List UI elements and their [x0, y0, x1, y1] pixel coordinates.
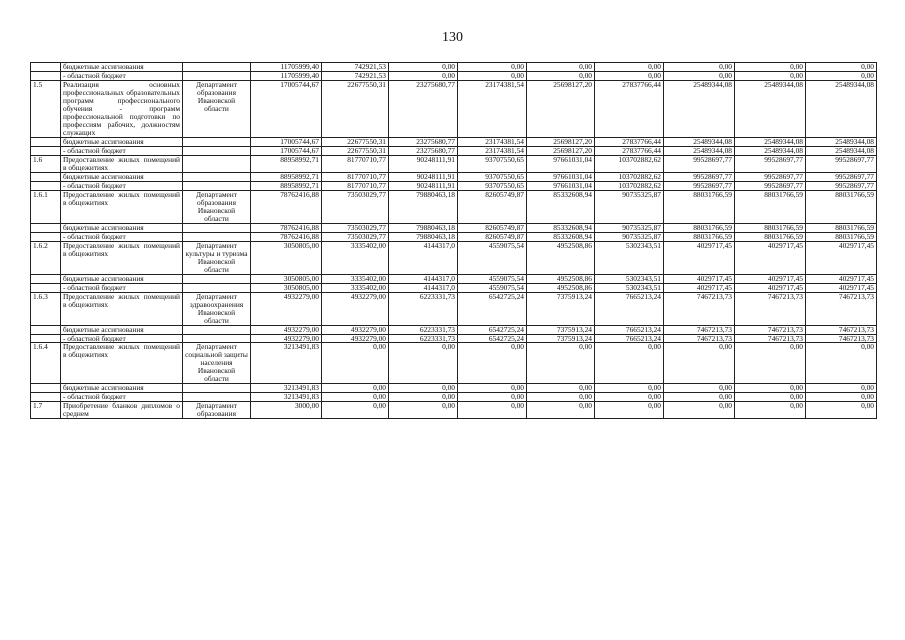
value-cell: 99528697,77: [806, 172, 877, 181]
value-cell: 4029717,45: [735, 283, 806, 292]
value-cell: 73503029,77: [322, 223, 389, 232]
value-cell: 88031766,59: [806, 190, 877, 223]
row-name: Предоставление жилых помещений в общежитиях: [61, 292, 183, 325]
value-cell: 0,00: [595, 402, 664, 419]
value-cell: 88031766,59: [664, 232, 735, 241]
row-name: - областной бюджет: [61, 393, 183, 402]
value-cell: 99528697,77: [806, 155, 877, 172]
row-executor: [183, 384, 251, 393]
value-cell: 0,00: [806, 343, 877, 384]
row-name: Предоставление жилых помещений в общежитиях: [61, 155, 183, 172]
value-cell: 4952508,86: [527, 241, 595, 274]
value-cell: 25489344,08: [664, 80, 735, 137]
value-cell: 4029717,45: [806, 283, 877, 292]
value-cell: 0,00: [527, 384, 595, 393]
table-row: [31, 190, 877, 223]
value-cell: 78762416,88: [251, 223, 322, 232]
row-code: [31, 384, 61, 393]
value-cell: 81770710,77: [322, 155, 389, 172]
value-cell: 5302343,51: [595, 274, 664, 283]
value-cell: 27837766,44: [595, 80, 664, 137]
value-cell: 97661031,04: [527, 181, 595, 190]
value-cell: 3213491,83: [251, 343, 322, 384]
value-cell: 25698127,20: [527, 137, 595, 146]
value-cell: 25489344,08: [806, 80, 877, 137]
value-cell: 103702882,62: [595, 172, 664, 181]
table-row: [31, 384, 877, 393]
value-cell: 7375913,24: [527, 325, 595, 334]
row-name: - областной бюджет: [61, 71, 183, 80]
value-cell: 0,00: [389, 402, 458, 419]
row-code: 1.5: [31, 80, 61, 137]
row-code: 1.7: [31, 402, 61, 419]
table-row: [31, 325, 877, 334]
value-cell: 7665213,24: [595, 334, 664, 343]
value-cell: 7665213,24: [595, 292, 664, 325]
row-executor: [183, 63, 251, 72]
value-cell: 0,00: [389, 71, 458, 80]
value-cell: 0,00: [458, 343, 527, 384]
value-cell: 23174381,54: [458, 146, 527, 155]
value-cell: 90248111,91: [389, 172, 458, 181]
value-cell: 6542725,24: [458, 292, 527, 325]
value-cell: 93707550,65: [458, 181, 527, 190]
value-cell: 3050805,00: [251, 274, 322, 283]
value-cell: 4559075,54: [458, 274, 527, 283]
value-cell: 99528697,77: [735, 181, 806, 190]
value-cell: 7467213,73: [664, 325, 735, 334]
row-name: Предоставление жилых помещений в общежитиях: [61, 190, 183, 223]
value-cell: 4932279,00: [251, 334, 322, 343]
value-cell: 103702882,62: [595, 181, 664, 190]
value-cell: 0,00: [595, 71, 664, 80]
value-cell: 0,00: [458, 393, 527, 402]
row-executor: Департамент образования Ивановской области: [183, 80, 251, 137]
value-cell: 90248111,91: [389, 181, 458, 190]
value-cell: 3335402,00: [322, 274, 389, 283]
value-cell: 25489344,08: [806, 146, 877, 155]
row-executor: [183, 146, 251, 155]
value-cell: 0,00: [527, 402, 595, 419]
value-cell: 4559075,54: [458, 241, 527, 274]
value-cell: 0,00: [806, 393, 877, 402]
value-cell: 88031766,59: [735, 232, 806, 241]
table-row: [31, 181, 877, 190]
value-cell: 0,00: [664, 63, 735, 72]
value-cell: 4932279,00: [251, 325, 322, 334]
value-cell: 0,00: [322, 402, 389, 419]
table-row: [31, 137, 877, 146]
value-cell: 7665213,24: [595, 325, 664, 334]
value-cell: 99528697,77: [806, 181, 877, 190]
row-executor: [183, 172, 251, 181]
value-cell: 0,00: [458, 384, 527, 393]
row-executor: [183, 393, 251, 402]
value-cell: 3000,00: [251, 402, 322, 419]
row-code: 1.6.3: [31, 292, 61, 325]
row-name: бюджетные ассигнования: [61, 172, 183, 181]
table-row: [31, 393, 877, 402]
value-cell: 73503029,77: [322, 190, 389, 223]
row-name: бюджетные ассигнования: [61, 325, 183, 334]
value-cell: 99528697,77: [735, 172, 806, 181]
value-cell: 7467213,73: [664, 334, 735, 343]
value-cell: 4952508,86: [527, 274, 595, 283]
value-cell: 5302343,51: [595, 283, 664, 292]
value-cell: 0,00: [458, 402, 527, 419]
value-cell: 11705999,40: [251, 71, 322, 80]
table-row: [31, 292, 877, 325]
value-cell: 79880463,18: [389, 190, 458, 223]
value-cell: 23275680,77: [389, 80, 458, 137]
value-cell: 4029717,45: [735, 274, 806, 283]
value-cell: 3050805,00: [251, 241, 322, 274]
value-cell: 88958992,71: [251, 172, 322, 181]
row-code: [31, 393, 61, 402]
value-cell: 742921,53: [322, 71, 389, 80]
value-cell: 7467213,73: [806, 292, 877, 325]
table-row: [31, 232, 877, 241]
value-cell: 0,00: [664, 384, 735, 393]
value-cell: 3050805,00: [251, 283, 322, 292]
row-name: бюджетные ассигнования: [61, 384, 183, 393]
value-cell: 7467213,73: [806, 334, 877, 343]
row-executor: [183, 181, 251, 190]
value-cell: 3213491,83: [251, 384, 322, 393]
value-cell: 79880463,18: [389, 232, 458, 241]
value-cell: 4559075,54: [458, 283, 527, 292]
value-cell: 90248111,91: [389, 155, 458, 172]
value-cell: 7467213,73: [735, 334, 806, 343]
value-cell: 7467213,73: [735, 325, 806, 334]
table-row: [31, 172, 877, 181]
value-cell: 11705999,40: [251, 63, 322, 72]
value-cell: 88958992,71: [251, 181, 322, 190]
value-cell: 0,00: [322, 393, 389, 402]
row-executor: [183, 283, 251, 292]
value-cell: 0,00: [458, 63, 527, 72]
value-cell: 99528697,77: [664, 181, 735, 190]
row-code: [31, 63, 61, 72]
value-cell: 7467213,73: [664, 292, 735, 325]
table-row: [31, 80, 877, 137]
row-executor: [183, 71, 251, 80]
row-executor: [183, 232, 251, 241]
page-number: 130: [442, 30, 463, 45]
value-cell: 97661031,04: [527, 172, 595, 181]
row-code: 1.6: [31, 155, 61, 172]
value-cell: 7375913,24: [527, 334, 595, 343]
value-cell: 81770710,77: [322, 172, 389, 181]
row-executor: Департамент культуры и туризма Ивановской области: [183, 241, 251, 274]
value-cell: 0,00: [806, 71, 877, 80]
value-cell: 4144317,0: [389, 283, 458, 292]
value-cell: 0,00: [389, 63, 458, 72]
value-cell: 25489344,08: [664, 146, 735, 155]
value-cell: 0,00: [389, 384, 458, 393]
value-cell: 5302343,51: [595, 241, 664, 274]
value-cell: 82605749,87: [458, 190, 527, 223]
row-name: Предоставление жилых помещений в общежитиях: [61, 241, 183, 274]
row-executor: [183, 334, 251, 343]
value-cell: 78762416,88: [251, 232, 322, 241]
value-cell: 0,00: [664, 343, 735, 384]
row-name: - областной бюджет: [61, 181, 183, 190]
value-cell: 79880463,18: [389, 223, 458, 232]
value-cell: 99528697,77: [664, 155, 735, 172]
value-cell: 742921,53: [322, 63, 389, 72]
value-cell: 4144317,0: [389, 274, 458, 283]
value-cell: 25489344,08: [735, 137, 806, 146]
value-cell: 17005744,67: [251, 80, 322, 137]
value-cell: 81770710,77: [322, 181, 389, 190]
row-code: [31, 283, 61, 292]
value-cell: 23275680,77: [389, 137, 458, 146]
value-cell: 4952508,86: [527, 283, 595, 292]
table-row: [31, 343, 877, 384]
value-cell: 4029717,45: [664, 274, 735, 283]
row-executor: Департамент социальной защиты населения Ивановской области: [183, 343, 251, 384]
row-executor: [183, 155, 251, 172]
value-cell: 4029717,45: [735, 241, 806, 274]
row-name: - областной бюджет: [61, 283, 183, 292]
value-cell: 0,00: [595, 393, 664, 402]
value-cell: 3213491,83: [251, 393, 322, 402]
value-cell: 93707550,65: [458, 155, 527, 172]
value-cell: 0,00: [735, 343, 806, 384]
value-cell: 85332608,94: [527, 223, 595, 232]
row-code: [31, 334, 61, 343]
value-cell: 93707550,65: [458, 172, 527, 181]
value-cell: 4029717,45: [664, 283, 735, 292]
value-cell: 25489344,08: [664, 137, 735, 146]
row-code: [31, 274, 61, 283]
value-cell: 103702882,62: [595, 155, 664, 172]
row-executor: [183, 137, 251, 146]
value-cell: 25489344,08: [806, 137, 877, 146]
table-row: [31, 283, 877, 292]
value-cell: 4932279,00: [251, 292, 322, 325]
table-row: [31, 402, 877, 419]
table-row: [31, 63, 877, 72]
value-cell: 90735325,87: [595, 190, 664, 223]
value-cell: 0,00: [806, 63, 877, 72]
value-cell: 97661031,04: [527, 155, 595, 172]
row-executor: [183, 274, 251, 283]
value-cell: 88031766,59: [664, 190, 735, 223]
value-cell: 0,00: [806, 402, 877, 419]
row-name: бюджетные ассигнования: [61, 63, 183, 72]
value-cell: 6223331,73: [389, 325, 458, 334]
row-code: [31, 71, 61, 80]
value-cell: 99528697,77: [664, 172, 735, 181]
value-cell: 90735325,87: [595, 232, 664, 241]
value-cell: 88958992,71: [251, 155, 322, 172]
value-cell: 85332608,94: [527, 232, 595, 241]
value-cell: 7467213,73: [806, 325, 877, 334]
value-cell: 78762416,88: [251, 190, 322, 223]
value-cell: 88031766,59: [735, 223, 806, 232]
value-cell: 7375913,24: [527, 292, 595, 325]
value-cell: 6223331,73: [389, 292, 458, 325]
value-cell: 0,00: [664, 393, 735, 402]
value-cell: 17005744,67: [251, 146, 322, 155]
value-cell: 4029717,45: [806, 241, 877, 274]
value-cell: 0,00: [322, 384, 389, 393]
table-row: [31, 241, 877, 274]
value-cell: 0,00: [735, 384, 806, 393]
row-name: бюджетные ассигнования: [61, 274, 183, 283]
row-code: 1.6.1: [31, 190, 61, 223]
value-cell: 23174381,54: [458, 137, 527, 146]
row-executor: [183, 325, 251, 334]
value-cell: 4932279,00: [322, 334, 389, 343]
row-executor: Департамент здравоохранения Ивановской области: [183, 292, 251, 325]
value-cell: 25489344,08: [735, 146, 806, 155]
row-name: Предоставление жилых помещений в общежитиях: [61, 343, 183, 384]
value-cell: 0,00: [735, 402, 806, 419]
value-cell: 3335402,00: [322, 283, 389, 292]
value-cell: 0,00: [527, 393, 595, 402]
row-code: [31, 146, 61, 155]
row-name: Приобретение бланков дипломов о среднем: [61, 402, 183, 419]
value-cell: 73503029,77: [322, 232, 389, 241]
row-code: 1.6.2: [31, 241, 61, 274]
row-name: бюджетные ассигнования: [61, 137, 183, 146]
value-cell: 6542725,24: [458, 325, 527, 334]
value-cell: 25698127,20: [527, 80, 595, 137]
table-row: [31, 71, 877, 80]
value-cell: 88031766,59: [806, 223, 877, 232]
row-executor: Департамент образования: [183, 402, 251, 419]
row-name: бюджетные ассигнования: [61, 223, 183, 232]
value-cell: 88031766,59: [806, 232, 877, 241]
value-cell: 22677550,31: [322, 146, 389, 155]
value-cell: 0,00: [595, 384, 664, 393]
value-cell: 4932279,00: [322, 325, 389, 334]
value-cell: 4144317,0: [389, 241, 458, 274]
value-cell: 0,00: [389, 343, 458, 384]
value-cell: 4932279,00: [322, 292, 389, 325]
value-cell: 25489344,08: [735, 80, 806, 137]
row-name: - областной бюджет: [61, 334, 183, 343]
row-code: [31, 137, 61, 146]
value-cell: 0,00: [664, 71, 735, 80]
row-executor: Департамент образования Ивановской области: [183, 190, 251, 223]
value-cell: 25698127,20: [527, 146, 595, 155]
value-cell: 88031766,59: [735, 190, 806, 223]
value-cell: 23174381,54: [458, 80, 527, 137]
value-cell: 85332608,94: [527, 190, 595, 223]
value-cell: 82605749,87: [458, 223, 527, 232]
value-cell: 0,00: [735, 63, 806, 72]
row-code: [31, 172, 61, 181]
row-executor: [183, 223, 251, 232]
table-row: [31, 155, 877, 172]
row-name: - областной бюджет: [61, 232, 183, 241]
value-cell: 0,00: [595, 63, 664, 72]
value-cell: 0,00: [389, 393, 458, 402]
value-cell: 4029717,45: [806, 274, 877, 283]
row-code: 1.6.4: [31, 343, 61, 384]
row-name: - областной бюджет: [61, 146, 183, 155]
value-cell: 0,00: [595, 343, 664, 384]
value-cell: 0,00: [527, 63, 595, 72]
value-cell: 27837766,44: [595, 146, 664, 155]
table-row: [31, 146, 877, 155]
row-code: [31, 325, 61, 334]
row-code: [31, 223, 61, 232]
value-cell: 22677550,31: [322, 80, 389, 137]
value-cell: 17005744,67: [251, 137, 322, 146]
value-cell: 6223331,73: [389, 334, 458, 343]
value-cell: 0,00: [806, 384, 877, 393]
value-cell: 23275680,77: [389, 146, 458, 155]
table-row: [31, 274, 877, 283]
value-cell: 22677550,31: [322, 137, 389, 146]
value-cell: 0,00: [527, 343, 595, 384]
row-name: Реализация основных профессиональных образовательных программ профессионального обучения - программ профессиональной подготовки по профессиям рабочих, должностям служащих: [61, 80, 183, 137]
value-cell: 0,00: [527, 71, 595, 80]
value-cell: 0,00: [322, 343, 389, 384]
value-cell: 27837766,44: [595, 137, 664, 146]
budget-table: [30, 62, 877, 419]
value-cell: 4029717,45: [664, 241, 735, 274]
value-cell: 6542725,24: [458, 334, 527, 343]
value-cell: 82605749,87: [458, 232, 527, 241]
value-cell: 99528697,77: [735, 155, 806, 172]
table-row: [31, 334, 877, 343]
table-row: [31, 223, 877, 232]
row-code: [31, 181, 61, 190]
value-cell: 0,00: [458, 71, 527, 80]
value-cell: 0,00: [735, 71, 806, 80]
value-cell: 90735325,87: [595, 223, 664, 232]
value-cell: 88031766,59: [664, 223, 735, 232]
row-code: [31, 232, 61, 241]
value-cell: 0,00: [735, 393, 806, 402]
value-cell: 3335402,00: [322, 241, 389, 274]
value-cell: 7467213,73: [735, 292, 806, 325]
value-cell: 0,00: [664, 402, 735, 419]
